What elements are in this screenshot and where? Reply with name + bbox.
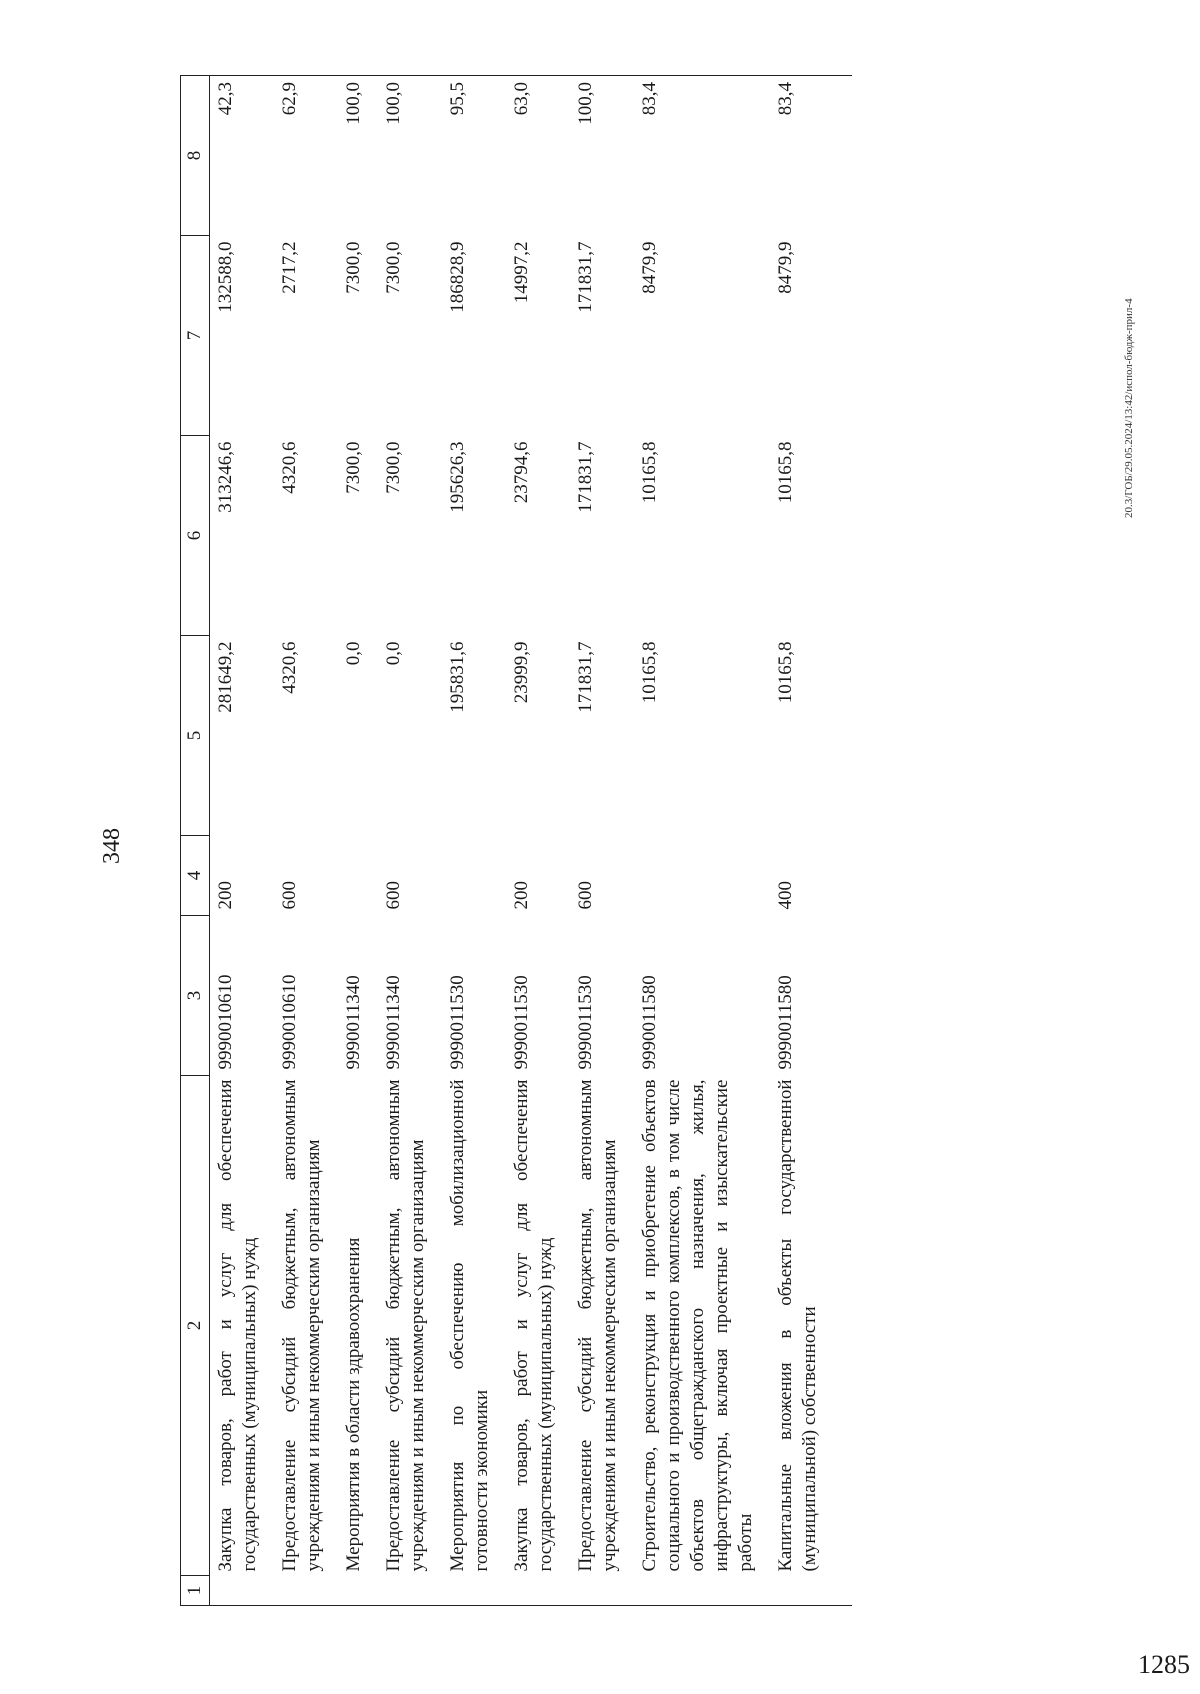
row-value-8: 42,3	[210, 76, 275, 236]
row-type: 600	[279, 881, 300, 910]
row-value-5: 23999,9	[511, 641, 532, 704]
sheet-number: 1285	[1138, 1650, 1190, 1679]
row-index-cell	[442, 1576, 506, 1606]
row-code: 9990011530	[447, 975, 468, 1070]
row-value-6: 313246,6	[215, 441, 236, 513]
row-index-cell	[506, 1576, 570, 1606]
row-value-7: 132588,0	[215, 241, 236, 313]
row-value-7: 8479,9	[775, 241, 796, 294]
row-index-cell	[770, 1576, 852, 1606]
row-value-6: 171831,7	[575, 441, 596, 513]
header-col-5: 5	[181, 636, 210, 836]
row-name: Строительство, реконструкция и приобретение объектов социального и производственного комплексов, в том числе объектов общегражданского назначения, жилья, инфраструктуры, включая проектные и изыскательские работы	[639, 1079, 756, 1572]
row-value-8: 100,0	[378, 76, 442, 236]
row-value-6: 10165,8	[639, 441, 660, 504]
row-code: 9990010610	[279, 974, 300, 1070]
table-row	[378, 76, 442, 1606]
row-value-6: 7300,0	[343, 441, 364, 494]
row-name: Предоставление субсидий бюджетным, автономным учреждениям и иным некоммерческим организациям	[383, 1079, 428, 1572]
row-index-cell	[338, 1576, 378, 1606]
row-value-7: 14997,2	[511, 241, 532, 304]
row-code: 9990011580	[639, 975, 660, 1070]
row-value-6: 23794,6	[511, 441, 532, 504]
row-index-cell	[570, 1576, 634, 1606]
table-header-row	[181, 76, 210, 1606]
row-name: Мероприятия по обеспечению мобилизационной готовности экономики	[447, 1079, 492, 1572]
row-value-5: 171831,7	[575, 641, 596, 713]
row-value-5: 0,0	[343, 641, 364, 666]
document-stamp: 20.3/ГОБ/29.05.2024/13:42/испол-бюдж-прил-4	[1123, 298, 1135, 518]
row-name: Предоставление субсидий бюджетным, автономным учреждениям и иным некоммерческим организациям	[575, 1079, 620, 1572]
row-value-7: 7300,0	[383, 241, 404, 294]
row-type	[442, 836, 506, 916]
table-row	[506, 76, 570, 1606]
row-value-8: 95,5	[442, 76, 506, 236]
header-col-3: 3	[181, 916, 210, 1076]
table-row	[770, 76, 852, 1606]
row-name: Закупка товаров, работ и услуг для обеспечения государственных (муниципальных) нужд	[511, 1079, 556, 1572]
row-value-6: 7300,0	[383, 441, 404, 494]
row-type	[338, 836, 378, 916]
row-value-8: 100,0	[570, 76, 634, 236]
table-row	[442, 76, 506, 1606]
row-type: 200	[511, 881, 532, 910]
row-code: 9990011340	[383, 975, 404, 1070]
row-value-6: 195626,3	[447, 441, 468, 513]
table-row	[210, 76, 275, 1606]
row-value-7: 7300,0	[343, 241, 364, 294]
header-col-8: 8	[181, 76, 210, 236]
row-code: 9990011340	[343, 975, 364, 1070]
row-index-cell	[378, 1576, 442, 1606]
row-value-8: 62,9	[274, 76, 338, 236]
budget-table	[180, 75, 852, 1606]
row-value-8: 100,0	[338, 76, 378, 236]
row-index-cell	[274, 1576, 338, 1606]
row-code: 9990011530	[575, 975, 596, 1070]
header-col-1: 1	[181, 1576, 210, 1606]
row-name: Мероприятия в области здравоохранения	[343, 1237, 364, 1572]
row-value-7: 2717,2	[279, 241, 300, 294]
header-col-4: 4	[181, 836, 210, 916]
row-value-5: 10165,8	[639, 641, 660, 704]
row-index-cell	[210, 1576, 275, 1606]
row-type: 600	[575, 881, 596, 910]
row-value-8: 63,0	[506, 76, 570, 236]
table-row	[570, 76, 634, 1606]
row-value-5: 281649,2	[215, 641, 236, 713]
row-value-6: 4320,6	[279, 441, 300, 494]
row-value-7: 186828,9	[447, 241, 468, 313]
row-value-5: 195831,6	[447, 641, 468, 713]
budget-table-rotated	[180, 76, 1036, 1606]
row-value-6: 10165,8	[775, 441, 796, 504]
row-value-8: 83,4	[634, 76, 770, 236]
header-col-2: 2	[181, 1076, 210, 1576]
row-value-5: 4320,6	[279, 641, 300, 694]
row-code: 9990010610	[215, 974, 236, 1070]
table-row	[274, 76, 338, 1606]
row-name: Капитальные вложения в объекты государственной (муниципальной) собственности	[775, 1079, 820, 1572]
row-name: Закупка товаров, работ и услуг для обеспечения государственных (муниципальных) нужд	[215, 1079, 260, 1572]
table-row	[338, 76, 378, 1606]
header-col-7: 7	[181, 236, 210, 436]
row-type: 600	[383, 881, 404, 910]
header-col-6: 6	[181, 436, 210, 636]
table-row	[634, 76, 770, 1606]
row-value-5: 0,0	[383, 641, 404, 666]
page-number: 348	[99, 828, 125, 864]
row-value-8: 83,4	[770, 76, 852, 236]
row-value-7: 8479,9	[639, 241, 660, 294]
row-value-7: 171831,7	[575, 241, 596, 313]
row-code: 9990011530	[511, 975, 532, 1070]
row-type	[634, 836, 770, 916]
row-name: Предоставление субсидий бюджетным, автономным учреждениям и иным некоммерческим организациям	[279, 1079, 324, 1572]
row-value-5: 10165,8	[775, 641, 796, 704]
row-type: 200	[215, 881, 236, 910]
row-type: 400	[775, 881, 796, 910]
row-index-cell	[634, 1576, 770, 1606]
row-code: 9990011580	[775, 975, 796, 1070]
